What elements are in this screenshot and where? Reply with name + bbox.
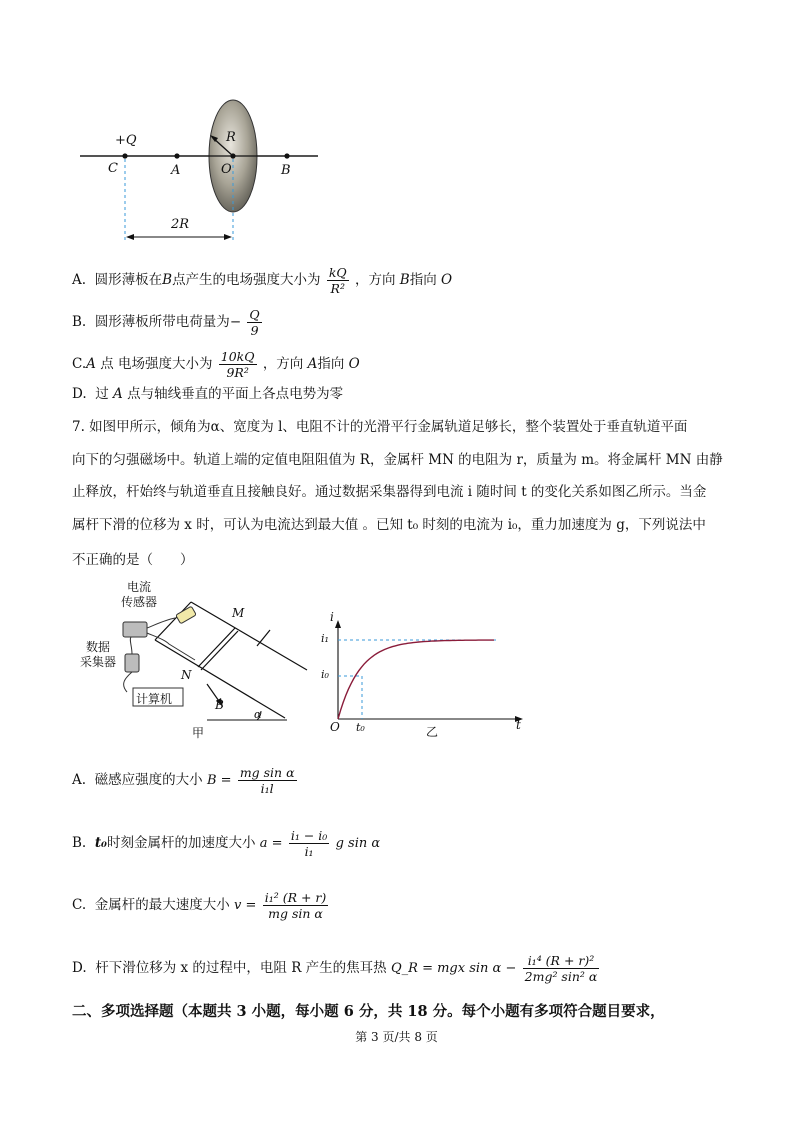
current-curve [338,640,494,719]
fraction: $\frac{\text{i₁² (R + r)}}{\text{mg sin α}}$ [264,890,327,921]
label-i1: i₁ [321,632,329,645]
q7-option-a: A. 磁感应强度的大小 B = $\frac{\text{mg sin α}}{\text{i₁l}}$ [72,765,295,796]
fraction: $\frac{\text{i₁ − i₀}}{\text{i₁}}$ [290,828,328,859]
q7-line-4: 属杆下滑的位移为 x 时，可认为电流达到最大值 。已知 t₀ 时刻的电流为 i₀，重力加速度为 g，下列说法中 [72,517,706,533]
q7-option-b: B. t₀时刻金属杆的加速度大小 a = $\frac{\text{i₁ − i₀}}{\text{i₁}}$ g sin α [72,828,381,859]
fraction: $\frac{\text{i₁⁴ (R + r)²}}{\text{2mg² sin² α}}$ [524,953,598,984]
q7-line-5: 不正确的是（ ） [72,552,194,568]
q7-line-1: 7. 如图甲所示，倾角为α、宽度为 l、电阻不计的光滑平行金属轨道足够长，整个装置处于垂直轨道平面 [72,419,688,435]
label-o: O [221,162,232,177]
section-heading: 二、多项选择题（本题共 3 小题，每小题 6 分，共 18 分。每个小题有多项符合题目要求， [72,1003,665,1020]
label-jia: 甲 [192,726,205,740]
point-b [284,153,289,158]
figure-rails [80,580,315,745]
label-c: C [108,161,118,176]
label-collector: 数据 采集器 [80,640,117,669]
fraction: $\frac{Q}{9}$ [249,307,260,338]
label-sensor: 电流 传感器 [121,580,158,609]
label-b: B [281,163,291,178]
q7-line-2: 向下的匀强磁场中。轨道上端的定值电阻阻值为 R，金属杆 MN 的电阻为 r，质量为 m。将金属杆 MN 由静 [72,452,723,468]
label-r: R [226,130,236,145]
figure-it-graph [318,610,528,745]
label-a: A [171,163,181,178]
fraction: $\frac{\text{mg sin α}}{\text{i₁l}}$ [239,765,295,796]
q6-option-d: D. 过 A 点与轴线垂直的平面上各点电势为零 [72,386,344,402]
label-computer: 计算机 [136,692,173,706]
label-n: N [181,668,192,682]
label-2r: 2R [171,217,190,232]
point-c [122,153,127,158]
label-alpha: α [254,708,262,721]
q6-option-b: B. 圆形薄板所带电荷量为− $\frac{Q}{9}$ [72,307,260,338]
fraction: $\frac{kQ}{\text{R²}}$ [328,265,347,296]
q7-option-d: D. 杆下滑位移为 x 的过程中，电阻 R 产生的焦耳热 Q_R = mgx sin α − $\frac{\text{i₁⁴ (R + r)²}}{\text{2mg² sin² α}}$ [72,953,598,984]
fraction: $\frac{10kQ}{\text{9R²}}$ [220,349,255,380]
figure-disk [70,95,340,255]
label-b-field: B [215,698,224,712]
q6-option-c: C.A 点 电场强度大小为 $\frac{10kQ}{\text{9R²}}$ ，方向 A指向 O [72,349,360,380]
point-a [174,153,179,158]
label-t0: t₀ [356,721,365,734]
q7-option-c: C. 金属杆的最大速度大小 v = $\frac{\text{i₁² (R + r)}}{\text{mg sin α}}$ [72,890,327,921]
q7-line-3: 止释放，杆始终与轨道垂直且接触良好。通过数据采集器得到电流 i 随时间 t 的变化关系如图乙所示。当金 [72,484,707,500]
label-t: t [516,718,521,732]
label-o-origin: O [330,720,340,734]
label-plus-q: +Q [115,133,137,148]
label-i: i [330,610,334,624]
label-i0: i₀ [321,668,329,681]
label-yi: 乙 [426,725,439,739]
q6-option-a: A. 圆形薄板在B点产生的电场强度大小为 $\frac{kQ}{\text{R²}}$ ，方向 B指向 O [72,265,453,296]
label-m: M [232,606,245,620]
page-footer: 第 3 页/共 8 页 [355,1030,438,1044]
